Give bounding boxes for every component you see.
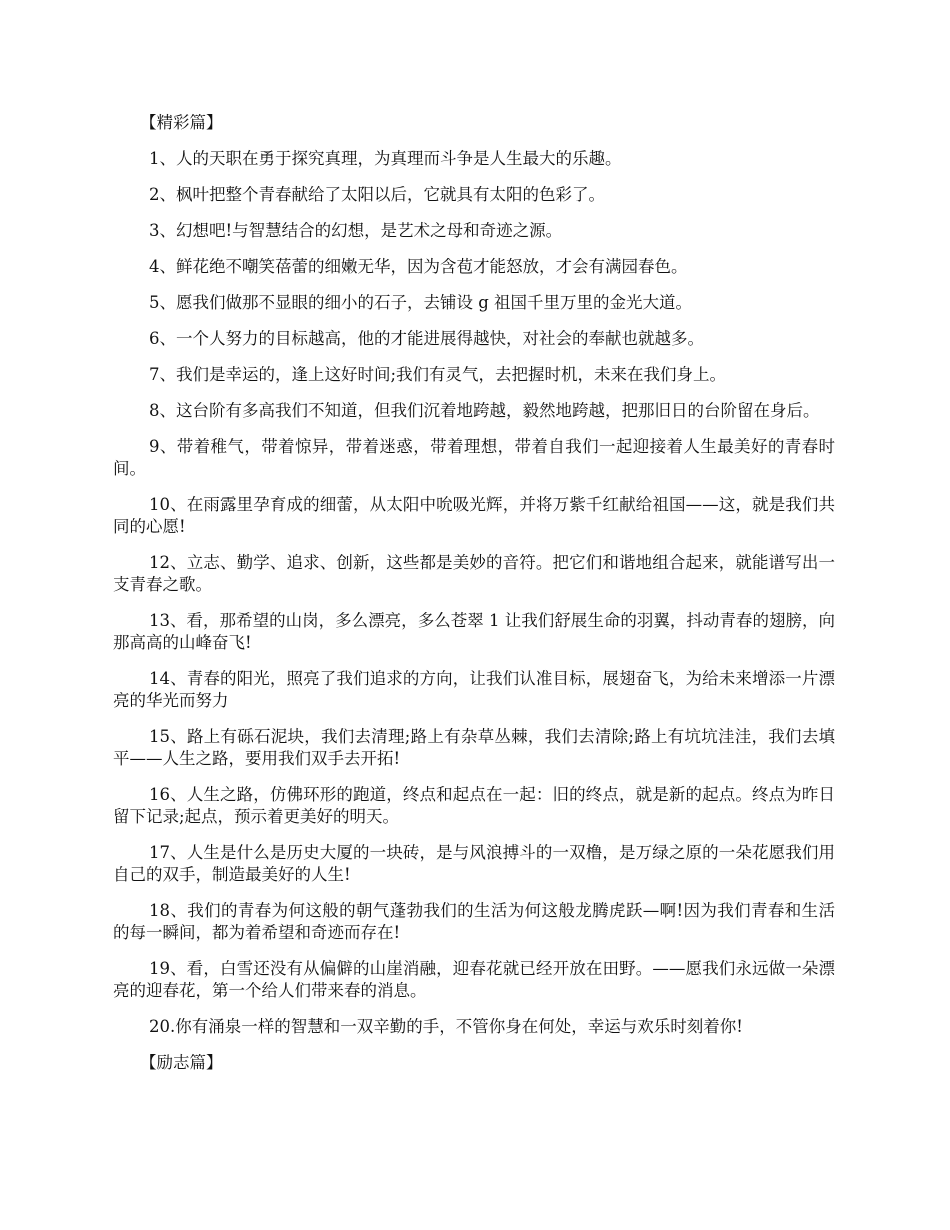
quote-paragraph-5: 5、愿我们做那不显眼的细小的石子，去铺设 g 祖国千里万里的金光大道。 <box>149 293 693 312</box>
quote-paragraph-14: 14、青春的阳光，照亮了我们追求的方向，让我们认准目标，展翅奋飞，为给未来增添一片漂亮的华光而努力 <box>113 669 835 710</box>
section-heading-jingcai: 【精彩篇】 <box>140 113 223 132</box>
quote-paragraph-8: 8、这台阶有多高我们不知道，但我们沉着地跨越，毅然地跨越，把那旧日的台阶留在身后。 <box>149 401 820 420</box>
quote-paragraph-1: 1、人的天职在勇于探究真理，为真理而斗争是人生最大的乐趣。 <box>149 149 622 168</box>
quote-paragraph-16: 16、人生之路，仿佛环形的跑道，终点和起点在一起：旧的终点，就是新的起点。终点为昨日留下记录;起点，预示着更美好的明天。 <box>113 785 835 826</box>
quote-paragraph-10: 10、在雨露里孕育成的细蕾，从太阳中吮吸光辉，并将万紫千红献给祖国——这，就是我们共同的心愿! <box>113 495 835 536</box>
quote-paragraph-7: 7、我们是幸运的，逢上这好时间;我们有灵气，去把握时机，未来在我们身上。 <box>149 365 727 384</box>
document-body <box>113 112 835 1088</box>
quote-paragraph-15: 15、路上有砾石泥块，我们去清理;路上有杂草丛棘，我们去清除;路上有坑坑洼洼，我们去填平——人生之路，要用我们双手去开拓! <box>113 727 835 768</box>
quote-paragraph-6: 6、一个人努力的目标越高，他的才能进展得越快，对社会的奉献也就越多。 <box>149 329 704 348</box>
quote-paragraph-18: 18、我们的青春为何这般的朝气蓬勃我们的生活为何这般龙腾虎跃—啊!因为我们青春和生活的每一瞬间，都为着希望和奇迹而存在! <box>113 901 835 942</box>
quote-paragraph-9: 9、带着稚气，带着惊异，带着迷惑，带着理想，带着自我们一起迎接着人生最美好的青春时间。 <box>113 437 835 478</box>
quote-paragraph-2: 2、枫叶把整个青春献给了太阳以后，它就具有太阳的色彩了。 <box>149 185 605 204</box>
quote-paragraph-3: 3、幻想吧!与智慧结合的幻想，是艺术之母和奇迹之源。 <box>149 221 563 240</box>
quote-paragraph-20: 20.你有涌泉一样的智慧和一双辛勤的手，不管你身在何处，幸运与欢乐时刻着你! <box>149 1017 743 1036</box>
quote-paragraph-17: 17、人生是什么是历史大厦的一块砖，是与风浪搏斗的一双橹，是万绿之原的一朵花愿我们用自己的双手，制造最美好的人生! <box>113 843 835 884</box>
quote-paragraph-19: 19、看，白雪还没有从偏僻的山崖消融，迎春花就已经开放在田野。——愿我们永远做一朵漂亮的迎春花，第一个给人们带来春的消息。 <box>113 959 835 1000</box>
quote-paragraph-4: 4、鲜花绝不嘲笑蓓蕾的细嫩无华，因为含苞才能怒放，才会有满园春色。 <box>149 257 688 276</box>
section-heading-lizhi: 【励志篇】 <box>140 1053 223 1072</box>
quote-paragraph-12: 12、立志、勤学、追求、创新，这些都是美妙的音符。把它们和谐地组合起来，就能谱写出一支青春之歌。 <box>113 553 835 594</box>
quote-paragraph-13: 13、看，那希望的山岗，多么漂亮，多么苍翠 1 让我们舒展生命的羽翼，抖动青春的翅膀，向那高高的山峰奋飞! <box>113 611 835 652</box>
